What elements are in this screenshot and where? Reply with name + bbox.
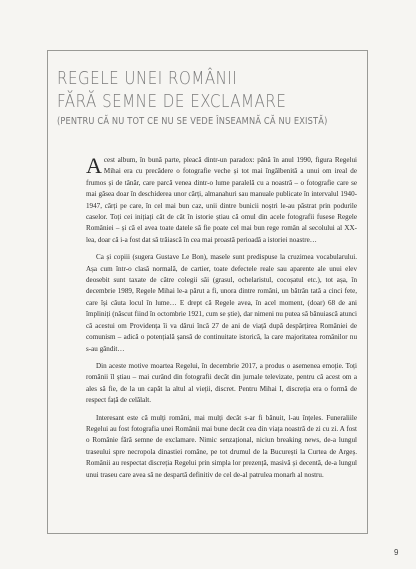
page-number: 9 [394,548,399,557]
paragraph-4: Interesant este că mulți români, mai mulți decât s-ar fi bănuit, l-au înțeles. Funeraliile Regelui au fost fotografia unei Românii mai bune decât cea din viața noastră de zi cu zi. A fost o Românie fără semne de exclamare. Nimic senzațional, niciun breaking news, de-a lungul traseului spre necropola dinastiei române, pe tot drumul de la București la Curtea de Argeș. Românii au respectat discreția Regelui prin simpla lor prezență, masivă și decentă, de-a lungul unui traseu care avea să ne despartă definitiv de cel de-al patrulea monarh al nostru. [86,413,357,479]
paragraph-1-text: cest album, în bună parte, pleacă dintr-un paradox: până în anul 1990, figura Regelui Mihai era cu precădere o fotografie veche și tot mai îngălbenită a unui om ireal de frumos și de tânăr, care parcă venea dintr-o lume paralelă cu a noastră – o fotografie care se mai găsea doar în deschiderea unor cărți, almanahuri sau manuale publicate în intervalul 1940-1947, cărți pe care, în cel mai bun caz, unii dintre bunicii noștri le-au păstrat prin podurile caselor. Toți cei inițiați cât de cât în istorie știau că omul din acele fotografii fusese Regele României – și că el avea toate datele să fie poate cel mai bun rege român al secolului al XX-lea, doar că i-a fost dat să trăiască în cea mai proastă perioadă a istoriei noastre… [86,156,357,244]
paragraph-3: Din aceste motive moartea Regelui, în decembrie 2017, a produs o asemenea emoție. Toți românii îl știau – mai curând din fotografii decât din jurnale televizate, pentru că acest om a ales să fie, de la un capăt la altul al vieții, discret. Pentru Mihai I, discreția era o formă de respect față de celălalt. [86,361,357,405]
chapter-heading [57,68,362,128]
drop-cap: A [86,153,102,178]
chapter-title-line-2: FĂRĂ SEMNE DE EXCLAMARE [57,92,287,112]
paragraph-2: Ca și copiii (sugera Gustave Le Bon), masele sunt predispuse la cruzimea vocabularului. Așa cum într-o clasă normală, de cartier, toate defectele reale sau aparente ale unui elev deosebit sunt taxate de către colegii săi (grasul, ochelaristul, cocoșatul etc.), tot așa, în decembrie 1989, Regele Mihai le-a părut a fi, unora dintre români, un bătrân tată a cinci fete, care își căuta locul în lume… E drept că Regele avea, în acel moment, (doar) 68 de ani împliniți (născut fiind în octombrie 1921, cum se știe), dar nimeni nu putea să bănuiască atunci că acestui om Providența îi va dărui încă 27 de ani de viață după despărțirea României de comunism – adică o potențială șansă de continuitate istorică, la care majoritatea românilor nu s-au gândit… [86,253,357,353]
paragraph-1 [86,155,357,246]
chapter-title-line-1: REGELE UNEI ROMÂNII [57,69,238,89]
chapter-subtitle: (PENTRU CĂ NU TOT CE NU SE VEDE ÎNSEAMNĂ CĂ NU EXISTĂ) [57,116,328,127]
body-text [86,155,357,487]
